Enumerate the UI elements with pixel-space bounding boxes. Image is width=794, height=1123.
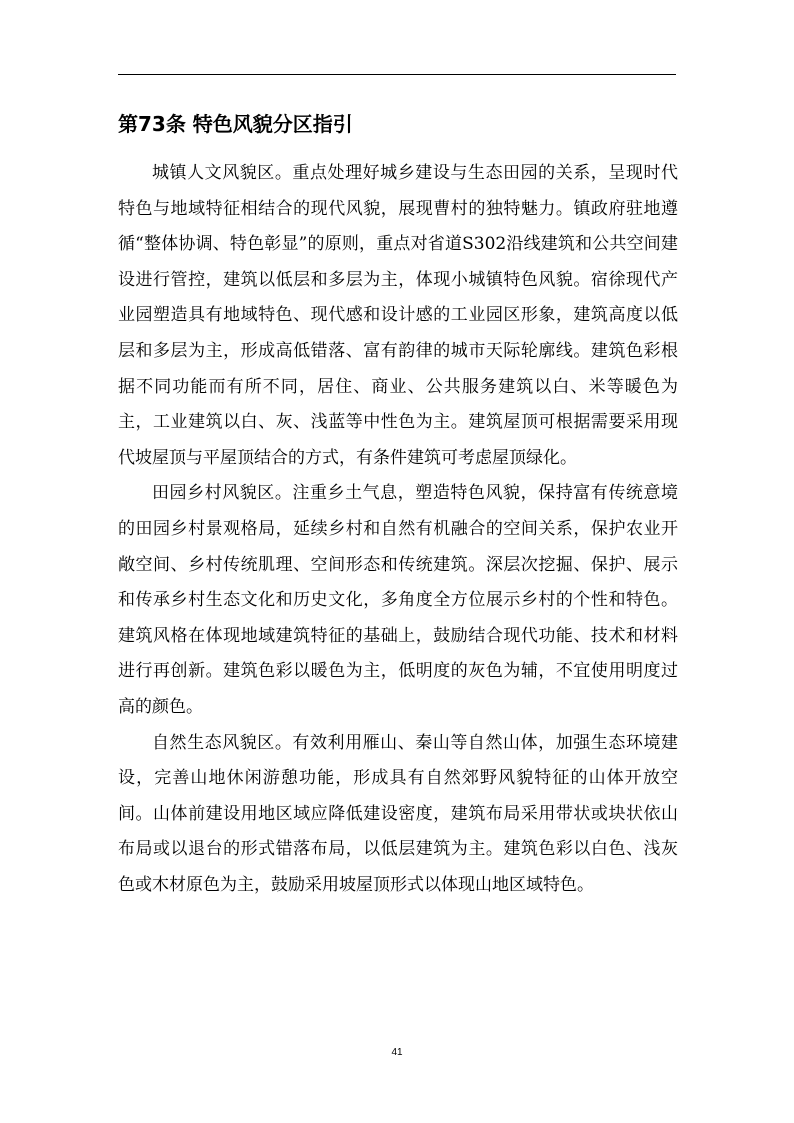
paragraph-ecological-area: 自然生态风貌区。有效利用雁山、秦山等自然山体，加强生态环境建设，完善山地休闲游憩功能，形成具有自然郊野风貌特征的山体开放空间。山体前建设用地区域应降低建设密度，建筑布局采用带状或块状依山布局或以退台的形式错落布局，以低层建筑为主。建筑色彩以白色、浅灰色或木材原色为主，鼓励采用坡屋顶形式以体现山地区域特色。 — [118, 732, 678, 895]
body-text — [118, 156, 678, 903]
header-rule — [118, 74, 676, 75]
section-title: 第73条 特色风貌分区指引 — [118, 112, 353, 136]
page-number: 41 — [391, 1047, 403, 1058]
paragraph-urban-area: 城镇人文风貌区。重点处理好城乡建设与生态田园的关系，呈现时代特色与地域特征相结合的现代风貌，展现曹村的独特魅力。镇政府驻地遵循“整体协调、特色彰显”的原则，重点对省道S302沿线建筑和公共空间建设进行管控，建筑以低层和多层为主，体现小城镇特色风貌。宿徐现代产业园塑造具有地域特色、现代感和设计感的工业园区形象，建筑高度以低层和多层为主，形成高低错落、富有韵律的城市天际轮廓线。建筑色彩根据不同功能而有所不同，居住、商业、公共服务建筑以白、米等暖色为主，工业建筑以白、灰、浅蓝等中性色为主。建筑屋顶可根据需要采用现代坡屋顶与平屋顶结合的方式，有条件建筑可考虑屋顶绿化。 — [118, 163, 678, 468]
paragraph-rural-area: 田园乡村风貌区。注重乡土气息，塑造特色风貌，保持富有传统意境的田园乡村景观格局，延续乡村和自然有机融合的空间关系，保护农业开敞空间、乡村传统肌理、空间形态和传统建筑。深层次挖掘、保护、展示和传承乡村生态文化和历史文化，多角度全方位展示乡村的个性和特色。建筑风格在体现地域建筑特征的基础上，鼓励结合现代功能、技术和材料进行再创新。建筑色彩以暖色为主，低明度的灰色为辅，不宜使用明度过高的颜色。 — [118, 483, 678, 717]
